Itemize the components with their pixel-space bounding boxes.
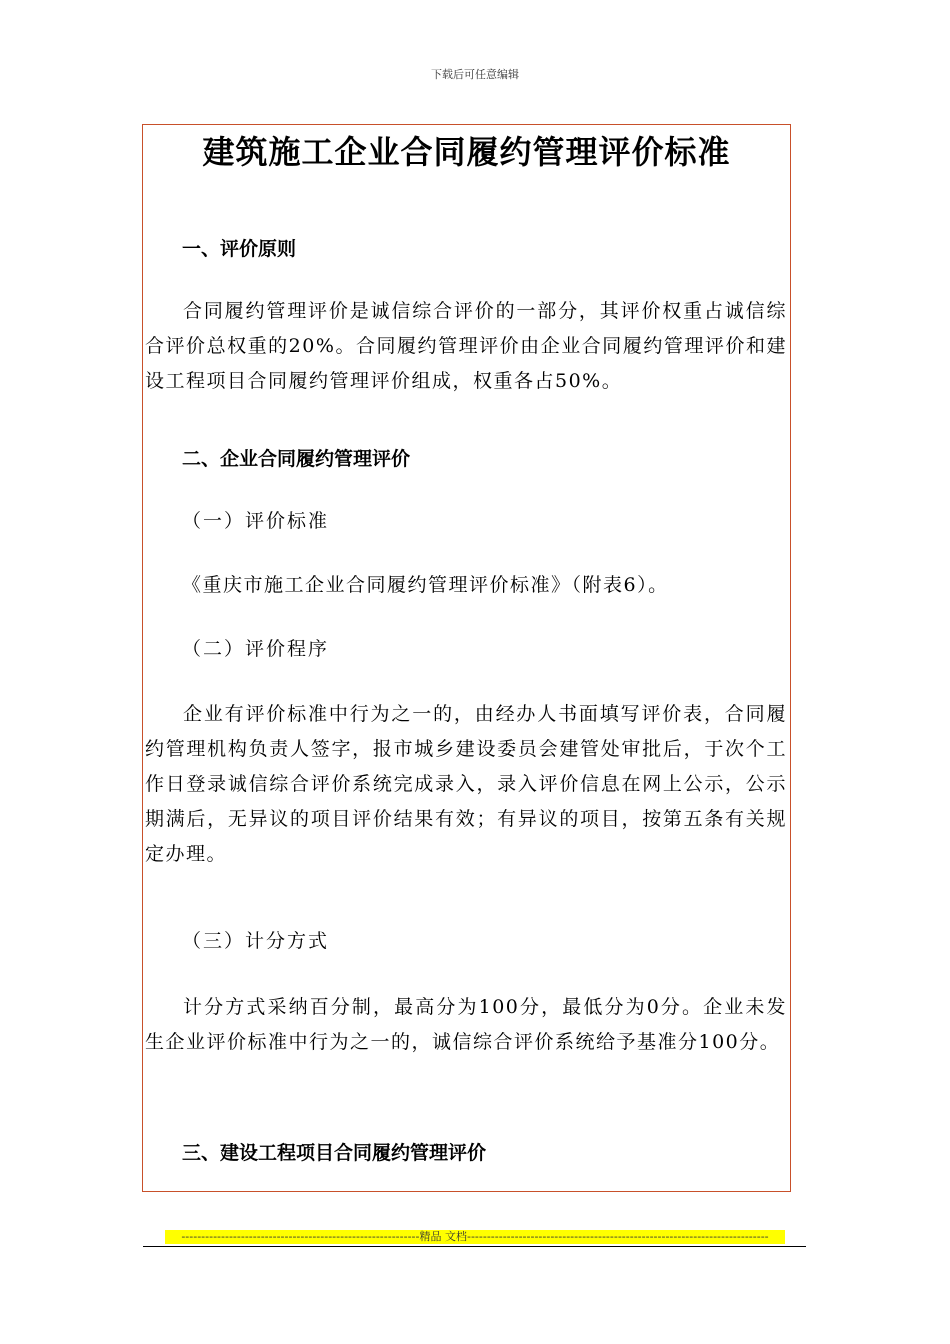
header-note: 下载后可任意编辑 [431, 68, 519, 81]
footer-rule [143, 1246, 806, 1247]
footer-dashes-right: ---------------------------------------------------------------------------- [466, 1230, 769, 1243]
subheading-procedure: （二）评价程序 [182, 638, 330, 660]
subheading-standard: （一）评价标准 [182, 510, 330, 532]
section-heading-principles: 一、评价原则 [182, 238, 297, 260]
paragraph-scoring: 计分方式采纳百分制，最高分为100分，最低分为0分。企业未发生企业评价标准中行为之一的，诚信综合评价系统给予基准分100分。 [145, 996, 787, 1053]
footer-label: 精品 文档 [419, 1230, 467, 1243]
subheading-scoring: （三）计分方式 [182, 930, 330, 952]
footer-band [165, 1230, 785, 1244]
paragraph-principles: 合同履约管理评价是诚信综合评价的一部分，其评价权重占诚信综合评价总权重的20%。合同履约管理评价由企业合同履约管理评价和建设工程项目合同履约管理评价组成，权重各占50%。 [145, 300, 787, 392]
section-heading-project: 三、建设工程项目合同履约管理评价 [182, 1142, 487, 1164]
paragraph-procedure: 企业有评价标准中行为之一的，由经办人书面填写评价表，合同履约管理机构负责人签字，报市城乡建设委员会建管处审批后，于次个工作日登录诚信综合评价系统完成录入，录入评价信息在网上公示，公示期满后，无异议的项目评价结果有效；有异议的项目，按第五条有关规定办理。 [145, 703, 787, 865]
section-heading-enterprise: 二、企业合同履约管理评价 [182, 448, 411, 470]
document-title: 建筑施工企业合同履约管理评价标准 [202, 133, 731, 171]
footer-dashes-left: ------------------------------------------------------------ [181, 1230, 420, 1243]
paragraph-standard: 《重庆市施工企业合同履约管理评价标准》（附表6）。 [182, 574, 669, 596]
